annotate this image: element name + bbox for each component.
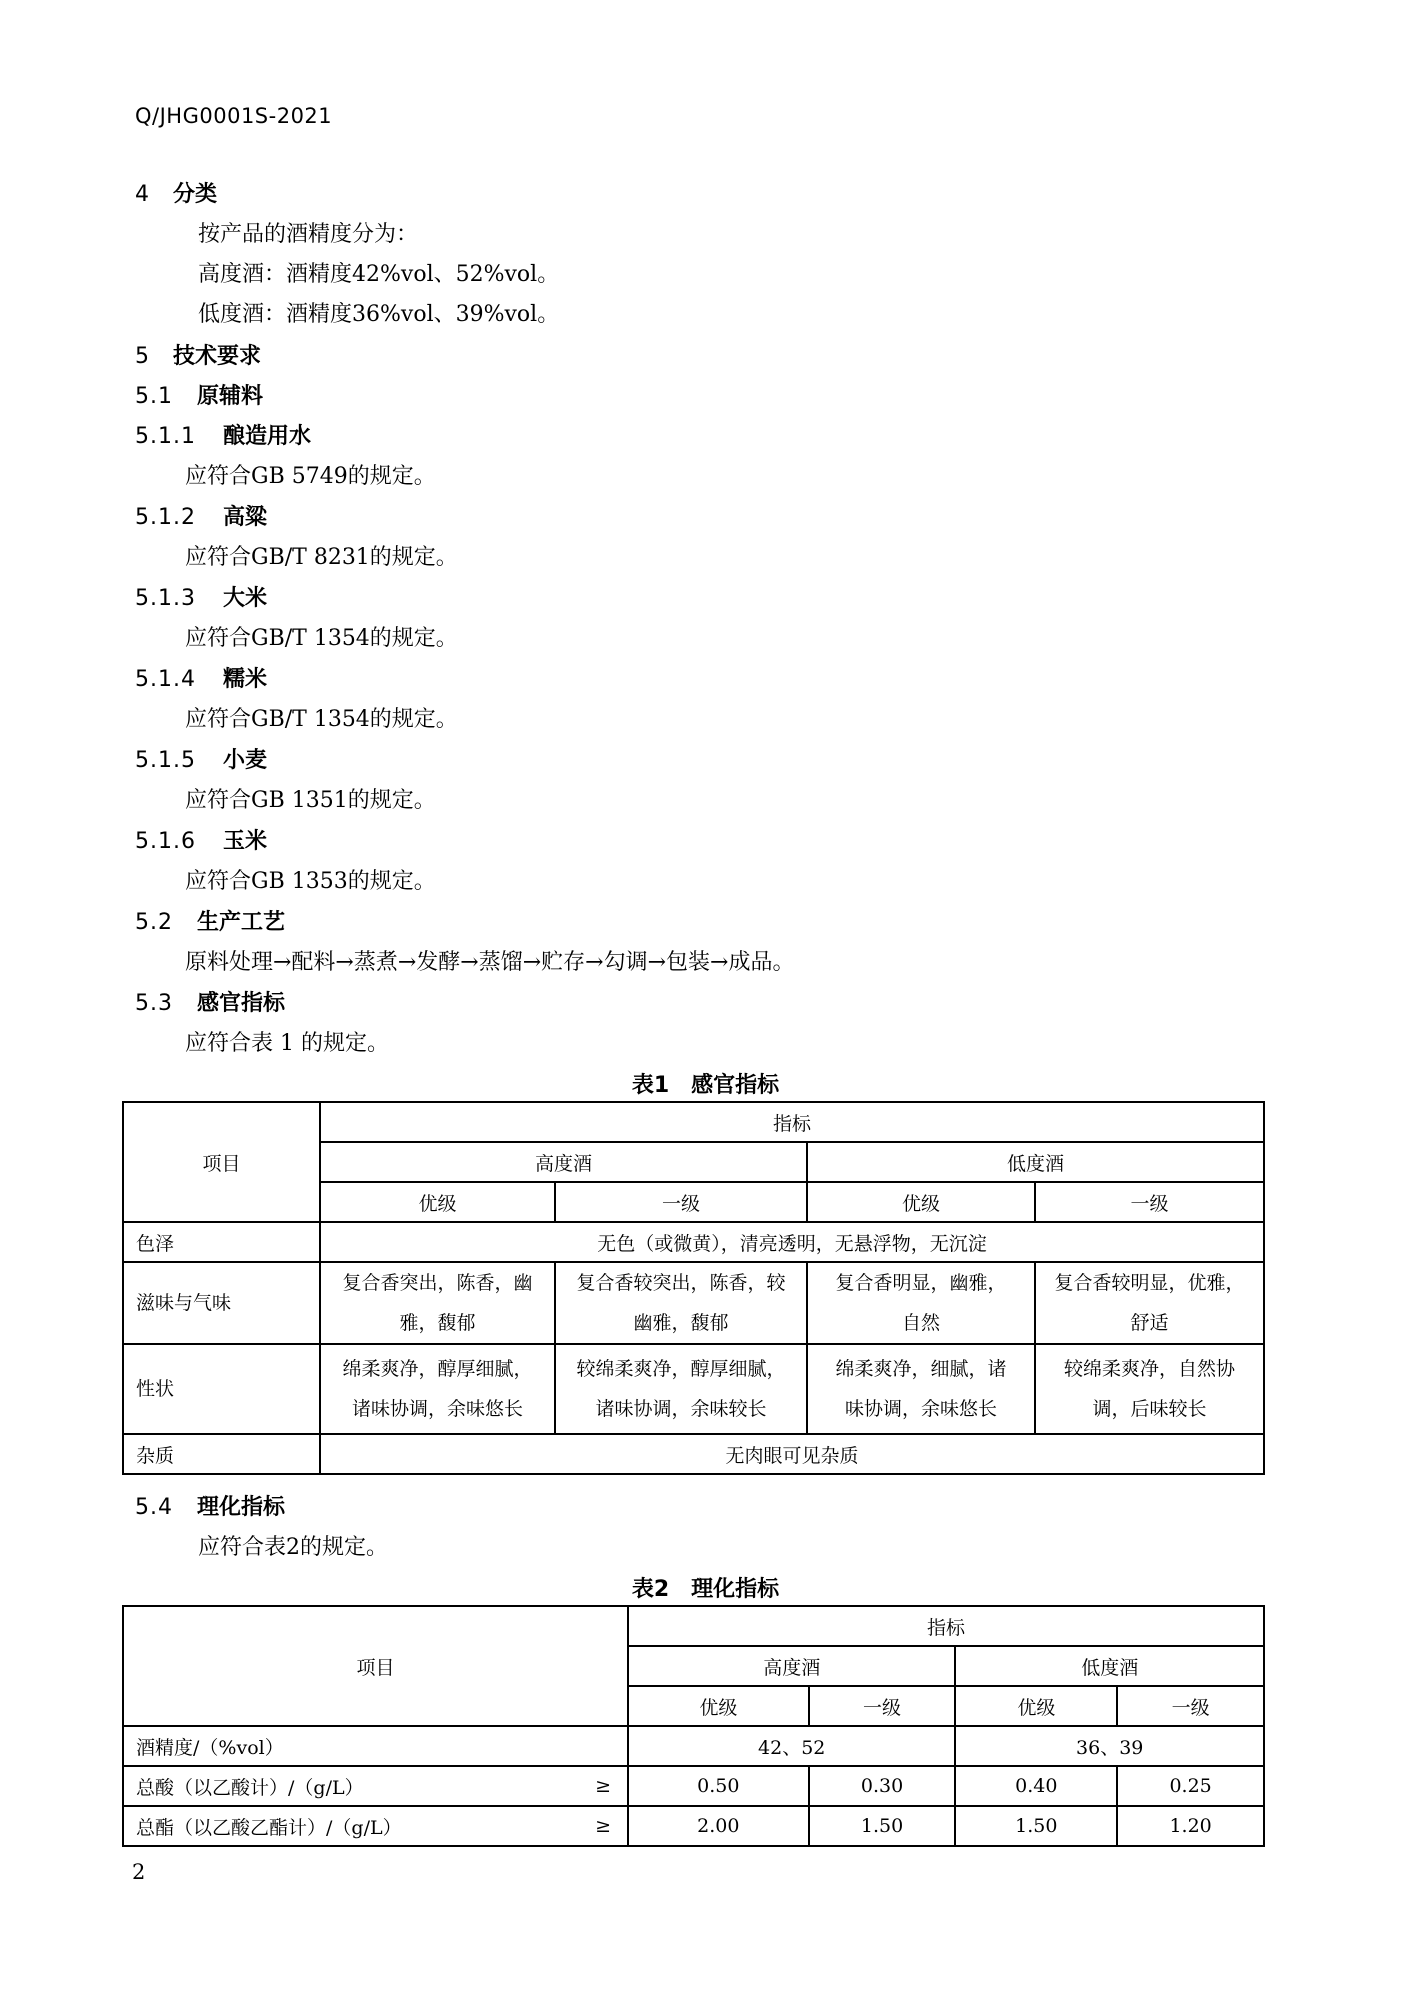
table-cell: 0.50 <box>628 1766 809 1806</box>
table2-grade-header: 优级 <box>628 1686 809 1726</box>
heading-5-1-5: 5.1.5 小麦 <box>135 748 268 773</box>
table-cell: 绵柔爽净，细腻，诸 味协调，余味悠长 <box>807 1344 1035 1434</box>
table2-item-header: 项目 <box>123 1606 628 1726</box>
table-cell: 36、39 <box>955 1726 1264 1766</box>
heading-5-3: 5.3 感官指标 <box>135 991 286 1016</box>
row-label: 滋味与气味 <box>123 1262 320 1344</box>
table1-grade-header: 优级 <box>320 1182 555 1222</box>
table2-indicator-header: 指标 <box>628 1606 1264 1646</box>
table-cell: 复合香较突出，陈香，较 幽雅，馥郁 <box>555 1262 807 1344</box>
table-row <box>123 1434 1264 1474</box>
table-cell: 1.20 <box>1117 1806 1264 1846</box>
table2-low-header: 低度酒 <box>955 1646 1264 1686</box>
gte-symbol: ≥ <box>595 1775 611 1797</box>
paragraph-5-1-3: 应符合GB/T 1354的规定。 <box>185 626 458 651</box>
table-cell: 2.00 <box>628 1806 809 1846</box>
row-label: 总酸（以乙酸计）/（g/L） ≥ <box>123 1766 628 1806</box>
heading-5-4: 5.4 理化指标 <box>135 1495 286 1520</box>
table-cell: 无肉眼可见杂质 <box>320 1434 1264 1474</box>
table-cell: 1.50 <box>809 1806 956 1846</box>
standard-code: Q/JHG0001S-2021 <box>135 104 333 128</box>
table-cell: 复合香突出，陈香，幽 雅，馥郁 <box>320 1262 555 1344</box>
heading-5-1-4: 5.1.4 糯米 <box>135 667 268 692</box>
paragraph-5-1-6: 应符合GB 1353的规定。 <box>185 869 436 894</box>
table1-indicator-header: 指标 <box>320 1102 1264 1142</box>
table1-item-header: 项目 <box>123 1102 320 1222</box>
paragraph-5-4: 应符合表2的规定。 <box>198 1535 388 1560</box>
table-cell: 复合香较明显，优雅， 舒适 <box>1035 1262 1264 1344</box>
table-row <box>123 1222 1264 1262</box>
heading-5-2: 5.2 生产工艺 <box>135 910 286 935</box>
row-label: 酒精度/（%vol） <box>123 1726 628 1766</box>
table2-grade-header: 优级 <box>955 1686 1117 1726</box>
table-cell: 42、52 <box>628 1726 955 1766</box>
paragraph-4-intro: 按产品的酒精度分为： <box>198 222 419 247</box>
paragraph-4-high: 高度酒：酒精度42%vol、52%vol。 <box>198 262 560 287</box>
table1-high-header: 高度酒 <box>320 1142 807 1182</box>
row-label: 性状 <box>123 1344 320 1434</box>
table-row <box>123 1806 1264 1846</box>
table-row <box>123 1766 1264 1806</box>
table-cell: 较绵柔爽净，醇厚细腻， 诸味协调，余味较长 <box>555 1344 807 1434</box>
table-cell: 0.25 <box>1117 1766 1264 1806</box>
physicochemical-table <box>122 1605 1265 1847</box>
table-row <box>123 1344 1264 1434</box>
page-number: 2 <box>132 1860 146 1884</box>
paragraph-5-3: 应符合表 1 的规定。 <box>185 1031 389 1056</box>
heading-5-1-6: 5.1.6 玉米 <box>135 829 268 854</box>
paragraph-5-1-2: 应符合GB/T 8231的规定。 <box>185 545 458 570</box>
table-cell: 1.50 <box>955 1806 1117 1846</box>
paragraph-4-low: 低度酒：酒精度36%vol、39%vol。 <box>198 302 560 327</box>
table1-grade-header: 一级 <box>555 1182 807 1222</box>
table2-high-header: 高度酒 <box>628 1646 955 1686</box>
table-cell: 复合香明显，幽雅， 自然 <box>807 1262 1035 1344</box>
table2-grade-header: 一级 <box>809 1686 956 1726</box>
row-label: 总酯（以乙酸乙酯计）/（g/L） ≥ <box>123 1806 628 1846</box>
heading-5-1: 5.1 原辅料 <box>135 384 264 409</box>
table-row <box>123 1726 1264 1766</box>
paragraph-5-2: 原料处理→配料→蒸煮→发酵→蒸馏→贮存→勾调→包装→成品。 <box>185 950 795 975</box>
table-cell: 无色（或微黄），清亮透明，无悬浮物，无沉淀 <box>320 1222 1264 1262</box>
table1-caption: 表1 感官指标 <box>631 1073 780 1098</box>
table1-grade-header: 优级 <box>807 1182 1035 1222</box>
table-cell: 较绵柔爽净，自然协 调，后味较长 <box>1035 1344 1264 1434</box>
table-cell: 绵柔爽净，醇厚细腻， 诸味协调，余味悠长 <box>320 1344 555 1434</box>
paragraph-5-1-4: 应符合GB/T 1354的规定。 <box>185 707 458 732</box>
table-cell: 0.40 <box>955 1766 1117 1806</box>
heading-5-1-1: 5.1.1 酿造用水 <box>135 424 312 449</box>
table1-grade-header: 一级 <box>1035 1182 1264 1222</box>
table2-grade-header: 一级 <box>1117 1686 1264 1726</box>
heading-5-1-3: 5.1.3 大米 <box>135 586 268 611</box>
row-label: 杂质 <box>123 1434 320 1474</box>
heading-4: 4 分类 <box>135 182 218 207</box>
table-row <box>123 1262 1264 1344</box>
heading-5-1-2: 5.1.2 高粱 <box>135 505 268 530</box>
paragraph-5-1-5: 应符合GB 1351的规定。 <box>185 788 436 813</box>
paragraph-5-1-1: 应符合GB 5749的规定。 <box>185 464 436 489</box>
gte-symbol: ≥ <box>595 1815 611 1837</box>
heading-5: 5 技术要求 <box>135 344 262 369</box>
table1-low-header: 低度酒 <box>807 1142 1264 1182</box>
row-label: 色泽 <box>123 1222 320 1262</box>
sensory-table <box>122 1101 1265 1475</box>
table2-caption: 表2 理化指标 <box>631 1577 780 1602</box>
table-cell: 0.30 <box>809 1766 956 1806</box>
